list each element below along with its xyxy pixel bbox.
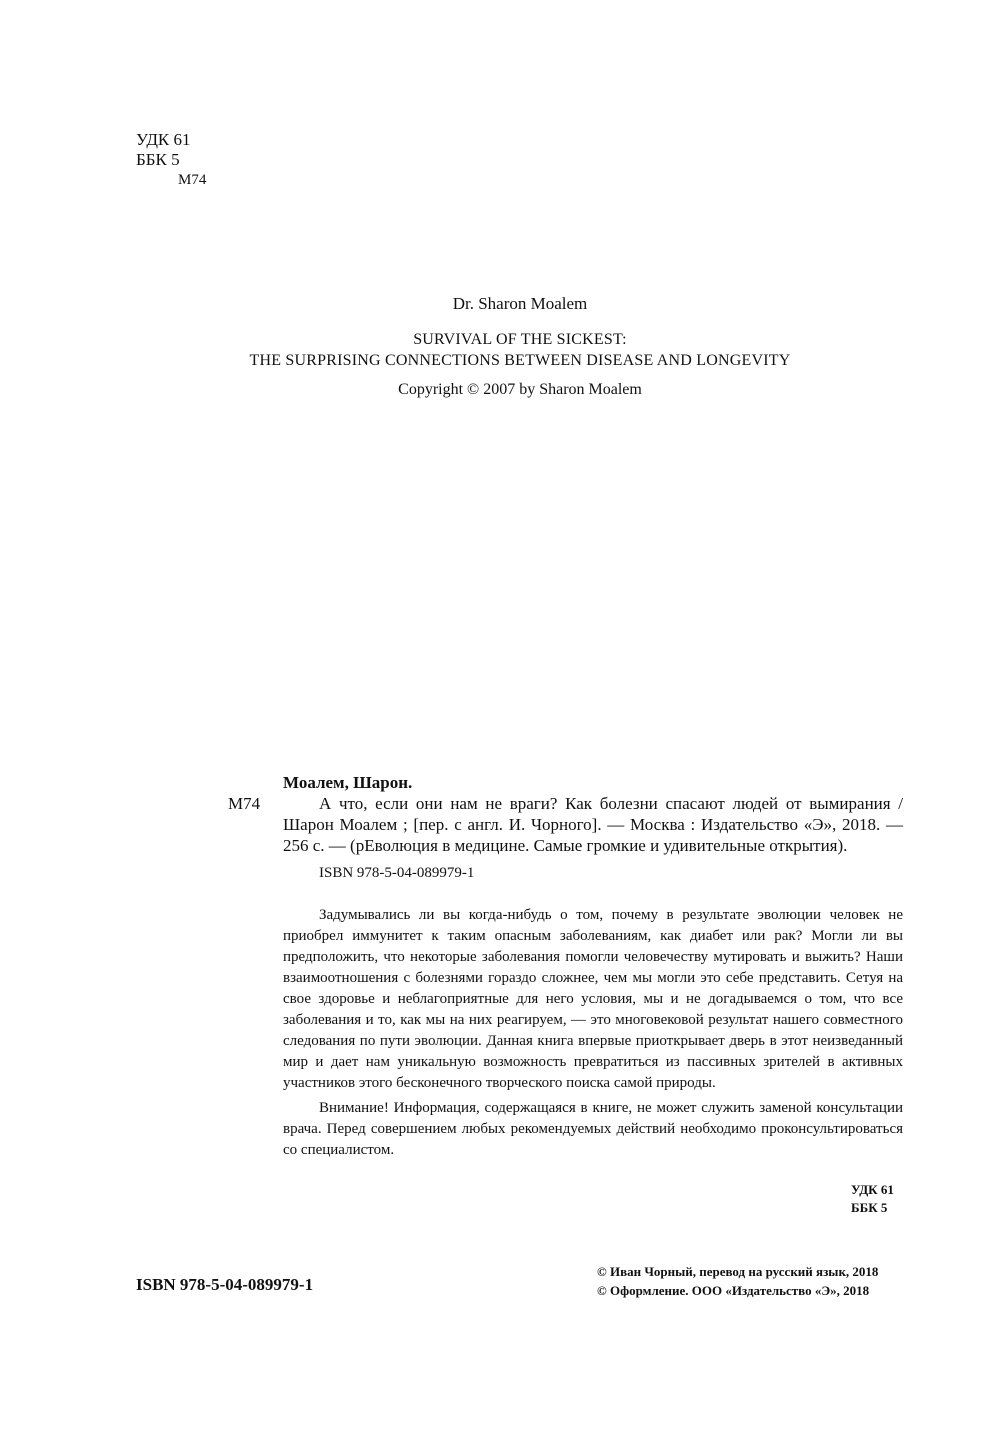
original-title-line2: THE SURPRISING CONNECTIONS BETWEEN DISEASE AND LONGEVITY [249,352,791,369]
original-author: Dr. Sharon Moalem [452,294,588,313]
annotation-paragraph: Задумывались ли вы когда-нибудь о том, почему в результате эволюции человек не приобрел иммунитет к таким опасным заболеваниям, как диабет или рак? Могли ли вы предположить, что некоторые заболевания помогли человечеству мутировать и выжить? Наши взаимоотношения с болезнями гораздо сложнее, чем мы могли это себе представить. Сетуя на свое здоровье и неблагоприятные для него условия, мы и не догадываемся о том, что все заболевания и то, как мы на них реагируем, — это многовековой результат нашего совместного следования по пути эволюции. Данная книга впервые приоткрывает дверь в этот неизведанный мир и дает нам уникальную возможность превратиться из пассивных зрителей в активных участников этого бесконечного творческого поиска самой природы. [283,907,903,1091]
author-mark: М74 [178,172,207,188]
footer-copyrights [597,1262,878,1300]
footer-udk: УДК 61 [851,1182,894,1197]
bbk-code: ББК 5 [136,150,180,169]
classification-header [136,130,206,190]
original-copyright: Copyright © 2007 by Sharon Moalem [398,381,642,398]
copyright-design: © Оформление. ООО «Издательство «Э», 2018 [597,1283,870,1298]
annotation-warning: Внимание! Информация, содержащаяся в книге, не может служить заменой консультации врача. Перед совершением любых рекомендуемых действий необходимо проконсультироваться со специалистом. [283,1100,903,1158]
record-isbn: ISBN 978-5-04-089979-1 [319,865,475,881]
original-title [0,329,987,371]
record-mark: М74 [228,794,261,813]
footer-bbk: ББК 5 [851,1200,888,1215]
record-heading: Моалем, Шарон. [283,773,413,792]
udk-code: УДК 61 [136,130,191,149]
annotation [283,905,903,1161]
footer-classification [851,1181,894,1217]
catalog-record [228,772,903,884]
footer-isbn: ISBN 978-5-04-089979-1 [136,1275,314,1294]
original-title-line1: SURVIVAL OF THE SICKEST: [413,331,627,348]
record-description: А что, если они нам не враги? Как болезни спасают людей от вымирания / Шарон Моалем ; [пер. с англ. И. Чорного]. — Москва : Издательство «Э», 2018. — 256 с. — (рЕволюция в медицине. Самые громкие и удивительные открытия). [283,794,903,855]
copyright-translation: © Иван Чорный, перевод на русский язык, 2018 [597,1264,879,1279]
